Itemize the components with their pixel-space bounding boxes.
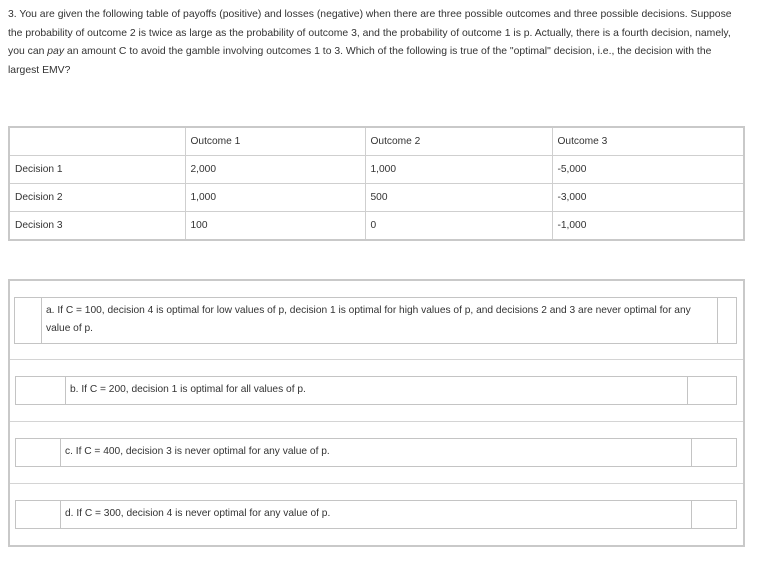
question-text-part1: 3. You are given the following table of payoffs (positive) and losses (negative) when there are three possible outcomes and three possible decisions. Suppose the probability of outcome 2 is twice as large as the probability of outcome 3, and the probability of outcome 1 is p. Actually, there is a fourth decision, namely, you can bbox=[8, 9, 732, 57]
table-row bbox=[9, 156, 744, 184]
answer-row-a bbox=[10, 281, 743, 360]
table-cell: -3,000 bbox=[552, 184, 744, 212]
table-cell: 100 bbox=[185, 212, 365, 241]
table-cell: 500 bbox=[365, 184, 552, 212]
header-cell-empty bbox=[9, 127, 185, 156]
answer-option-d[interactable] bbox=[15, 500, 737, 529]
table-header-row bbox=[9, 127, 744, 156]
answer-option-b[interactable] bbox=[15, 376, 737, 405]
row-label-decision-2: Decision 2 bbox=[9, 184, 185, 212]
header-cell-outcome-2: Outcome 2 bbox=[365, 127, 552, 156]
answer-row-d bbox=[10, 484, 743, 545]
table-row bbox=[9, 184, 744, 212]
table-cell: -1,000 bbox=[552, 212, 744, 241]
header-cell-outcome-3: Outcome 3 bbox=[552, 127, 744, 156]
payoff-table bbox=[8, 126, 745, 241]
question-text-part2: an amount C to avoid the gamble involving outcomes 1 to 3. Which of the following is true of the "optimal" decision, i.e., the decision with the largest EMV? bbox=[8, 46, 712, 76]
answer-choices bbox=[8, 279, 745, 547]
answer-option-c[interactable] bbox=[15, 438, 737, 467]
answer-option-a[interactable] bbox=[14, 297, 737, 344]
answer-row-b bbox=[10, 360, 743, 422]
table-row bbox=[9, 212, 744, 241]
question-emphasis: pay bbox=[47, 46, 65, 57]
answer-c-label: c. If C = 400, decision 3 is never optimal for any value of p. bbox=[61, 439, 692, 466]
row-label-decision-1: Decision 1 bbox=[9, 156, 185, 184]
table-cell: -5,000 bbox=[552, 156, 744, 184]
table-cell: 1,000 bbox=[185, 184, 365, 212]
answer-b-label: b. If C = 200, decision 1 is optimal for all values of p. bbox=[66, 377, 688, 404]
table-cell: 1,000 bbox=[365, 156, 552, 184]
row-label-decision-3: Decision 3 bbox=[9, 212, 185, 241]
answer-a-label: a. If C = 100, decision 4 is optimal for low values of p, decision 1 is optimal for high values of p, and decisions 2 and 3 are never optimal for any value of p. bbox=[42, 298, 718, 343]
table-cell: 0 bbox=[365, 212, 552, 241]
answer-d-label: d. If C = 300, decision 4 is never optimal for any value of p. bbox=[61, 501, 692, 528]
header-cell-outcome-1: Outcome 1 bbox=[185, 127, 365, 156]
answer-row-c bbox=[10, 422, 743, 484]
table-cell: 2,000 bbox=[185, 156, 365, 184]
question-text bbox=[8, 6, 743, 80]
